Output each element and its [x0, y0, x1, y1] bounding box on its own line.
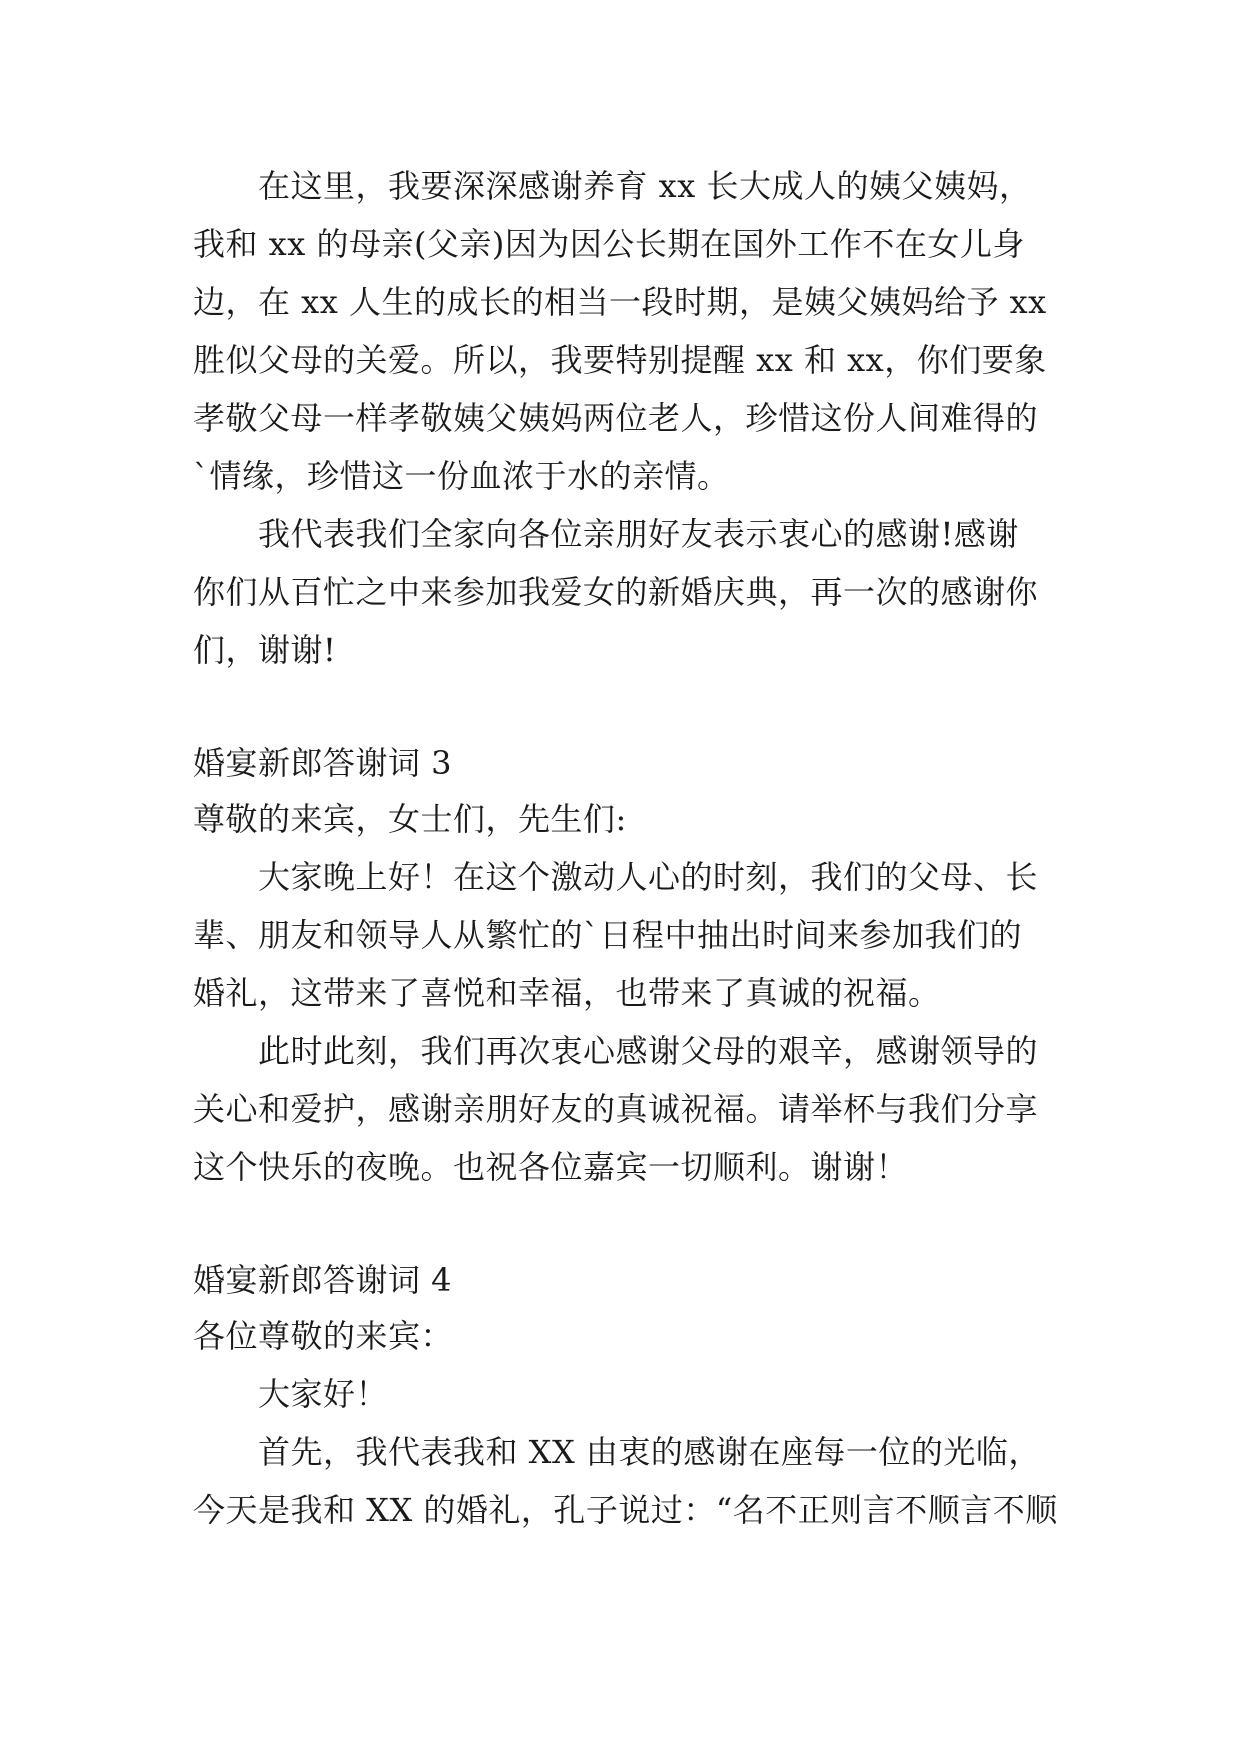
paragraph-line: 在这里，我要深深感谢养育 xx 长大成人的姨父姨妈，: [258, 167, 1032, 205]
paragraph-line: 此时此刻，我们再次衷心感谢父母的艰辛，感谢领导的: [258, 1032, 1039, 1070]
paragraph-line: 关心和爱护，感谢亲朋好友的真诚祝福。请举杯与我们分享: [193, 1090, 1039, 1128]
paragraph-line: 婚礼，这带来了喜悦和幸福，也带来了真诚的祝福。: [193, 974, 941, 1012]
paragraph-line: 我和 xx 的母亲(父亲)因为因公长期在国外工作不在女儿身: [193, 225, 1025, 263]
paragraph-line: 胜似父母的关爱。所以，我要特别提醒 xx 和 xx，你们要象: [193, 341, 1047, 379]
paragraph-line: 边，在 xx 人生的成长的相当一段时期，是姨父姨妈给予 xx: [193, 283, 1047, 321]
paragraph-line: 我代表我们全家向各位亲朋好友表示衷心的感谢!感谢: [258, 515, 1019, 553]
salutation: 各位尊敬的来宾：: [193, 1317, 454, 1355]
paragraph-line: 大家晚上好！在这个激动人心的时刻，我们的父母、长: [258, 858, 1039, 896]
paragraph-line: 今天是我和 XX 的婚礼，孔子说过：“名不正则言不顺言不顺: [193, 1491, 1058, 1529]
paragraph-line: `情缘，珍惜这一份血浓于水的亲情。: [193, 457, 730, 495]
paragraph-line: 你们从百忙之中来参加我爱女的新婚庆典，再一次的感谢你: [193, 573, 1039, 611]
paragraph-line: 辈、朋友和领导人从繁忙的`日程中抽出时间来参加我们的: [193, 916, 1023, 954]
section-heading: 婚宴新郎答谢词 4: [193, 1261, 453, 1299]
paragraph-line: 这个快乐的夜晚。也祝各位嘉宾一切顺利。谢谢！: [193, 1148, 909, 1186]
paragraph-line: 们，谢谢!: [193, 631, 337, 669]
paragraph-line: 首先，我代表我和 XX 由衷的感谢在座每一位的光临，: [258, 1433, 1041, 1471]
salutation: 尊敬的来宾，女士们，先生们:: [193, 800, 627, 838]
section-heading: 婚宴新郎答谢词 3: [193, 744, 453, 782]
paragraph-line: 大家好！: [258, 1375, 389, 1413]
paragraph-line: 孝敬父母一样孝敬姨父姨妈两位老人，珍惜这份人间难得的: [193, 399, 1039, 437]
